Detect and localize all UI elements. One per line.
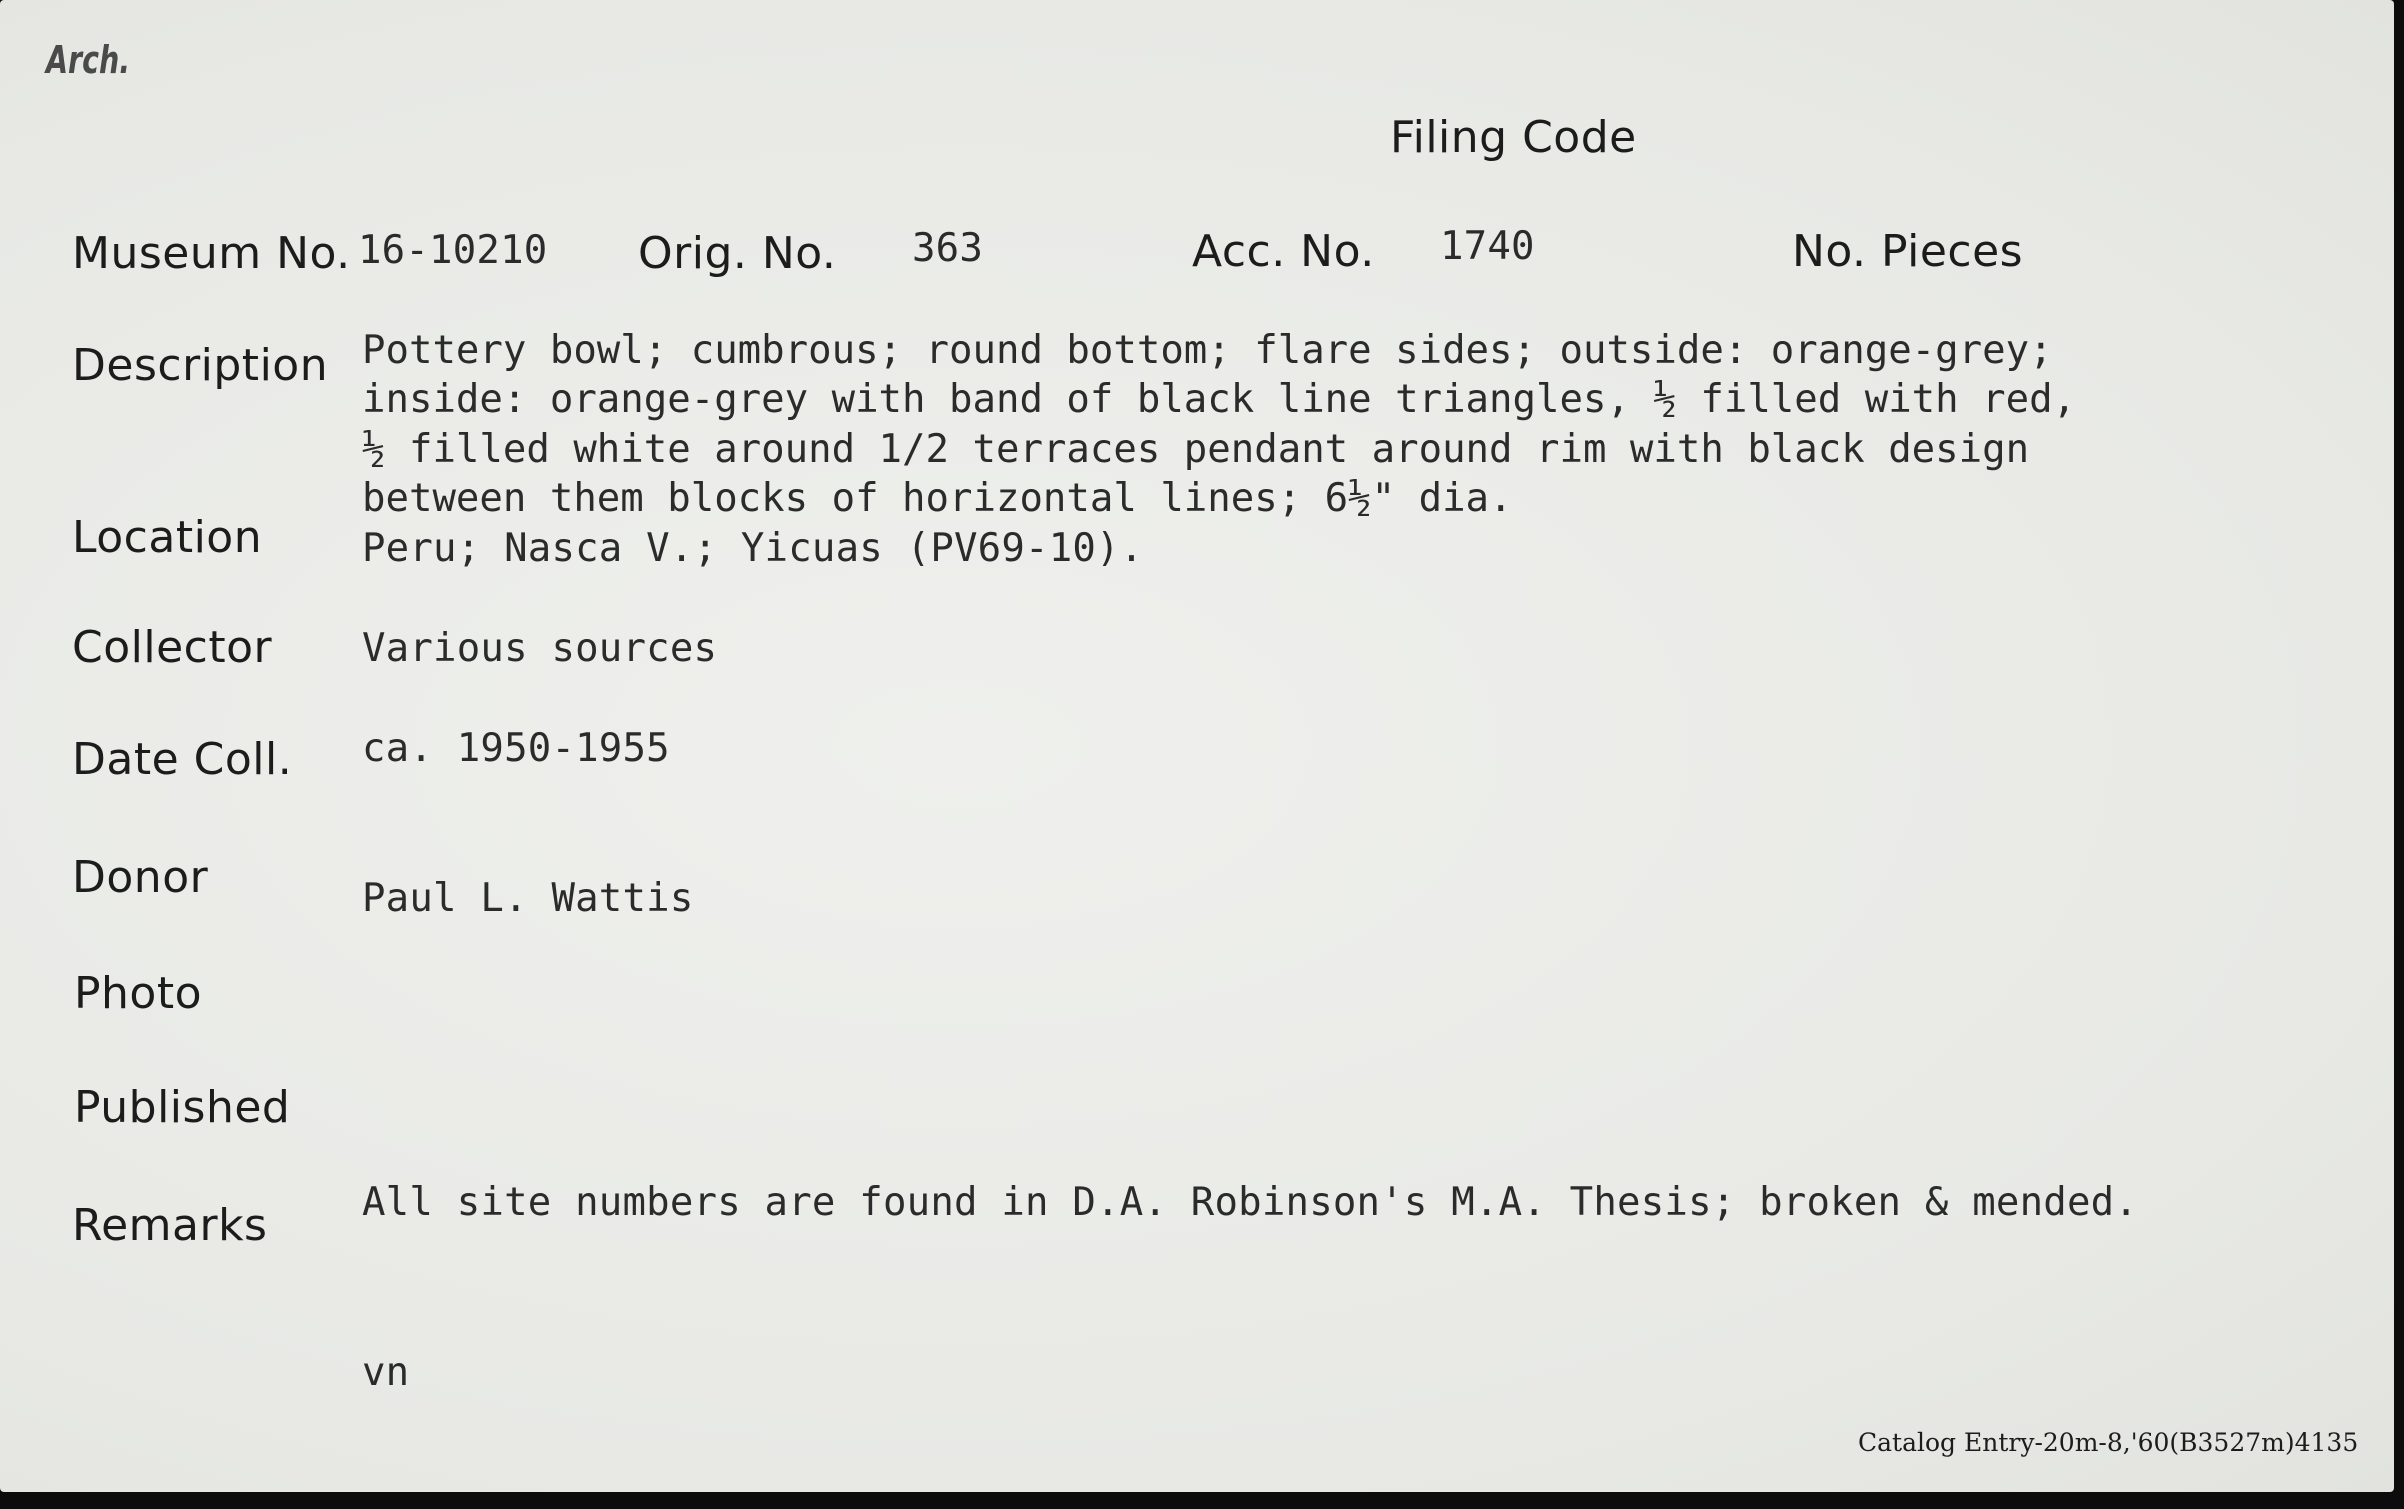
corner-mark: Arch. bbox=[46, 38, 131, 82]
date-coll-label: Date Coll. bbox=[72, 734, 293, 785]
description-line: ½ filled white around 1/2 terraces pendant around rim with black design bbox=[362, 427, 2030, 472]
date-coll-value: ca. 1950-1955 bbox=[362, 726, 670, 771]
description-label: Description bbox=[72, 340, 329, 391]
published-label: Published bbox=[74, 1082, 291, 1133]
description-line: Pottery bowl; cumbrous; round bottom; flare sides; outside: orange-grey; bbox=[362, 328, 2053, 373]
orig-no-value: 363 bbox=[912, 226, 984, 271]
location-value: Peru; Nasca V.; Yicuas (PV69-10). bbox=[362, 526, 1144, 571]
collector-value: Various sources bbox=[362, 626, 718, 671]
description-line: inside: orange-grey with band of black line triangles, ½ filled with red, bbox=[362, 377, 2077, 422]
orig-no-label: Orig. No. bbox=[638, 228, 837, 279]
remarks-label: Remarks bbox=[72, 1200, 268, 1251]
initials: vn bbox=[362, 1350, 410, 1395]
donor-value: Paul L. Wattis bbox=[362, 876, 694, 921]
description-line: between them blocks of horizontal lines; 6½" dia. bbox=[362, 476, 1513, 521]
museum-no-value: 16-10210 bbox=[358, 228, 548, 273]
donor-label: Donor bbox=[72, 852, 209, 903]
collector-label: Collector bbox=[72, 622, 273, 673]
remarks-value: All site numbers are found in D.A. Robinson's M.A. Thesis; broken & mended. bbox=[362, 1180, 2138, 1225]
acc-no-label: Acc. No. bbox=[1192, 226, 1375, 277]
catalog-note: Catalog Entry-20m-8,'60(B3527m)4135 bbox=[1858, 1428, 2359, 1457]
photo-label: Photo bbox=[74, 968, 203, 1019]
acc-no-value: 1740 bbox=[1440, 224, 1535, 269]
no-pieces-label: No. Pieces bbox=[1792, 226, 2024, 277]
location-label: Location bbox=[72, 512, 263, 563]
museum-no-label: Museum No. bbox=[72, 228, 351, 279]
filing-code-label: Filing Code bbox=[1390, 112, 1637, 163]
